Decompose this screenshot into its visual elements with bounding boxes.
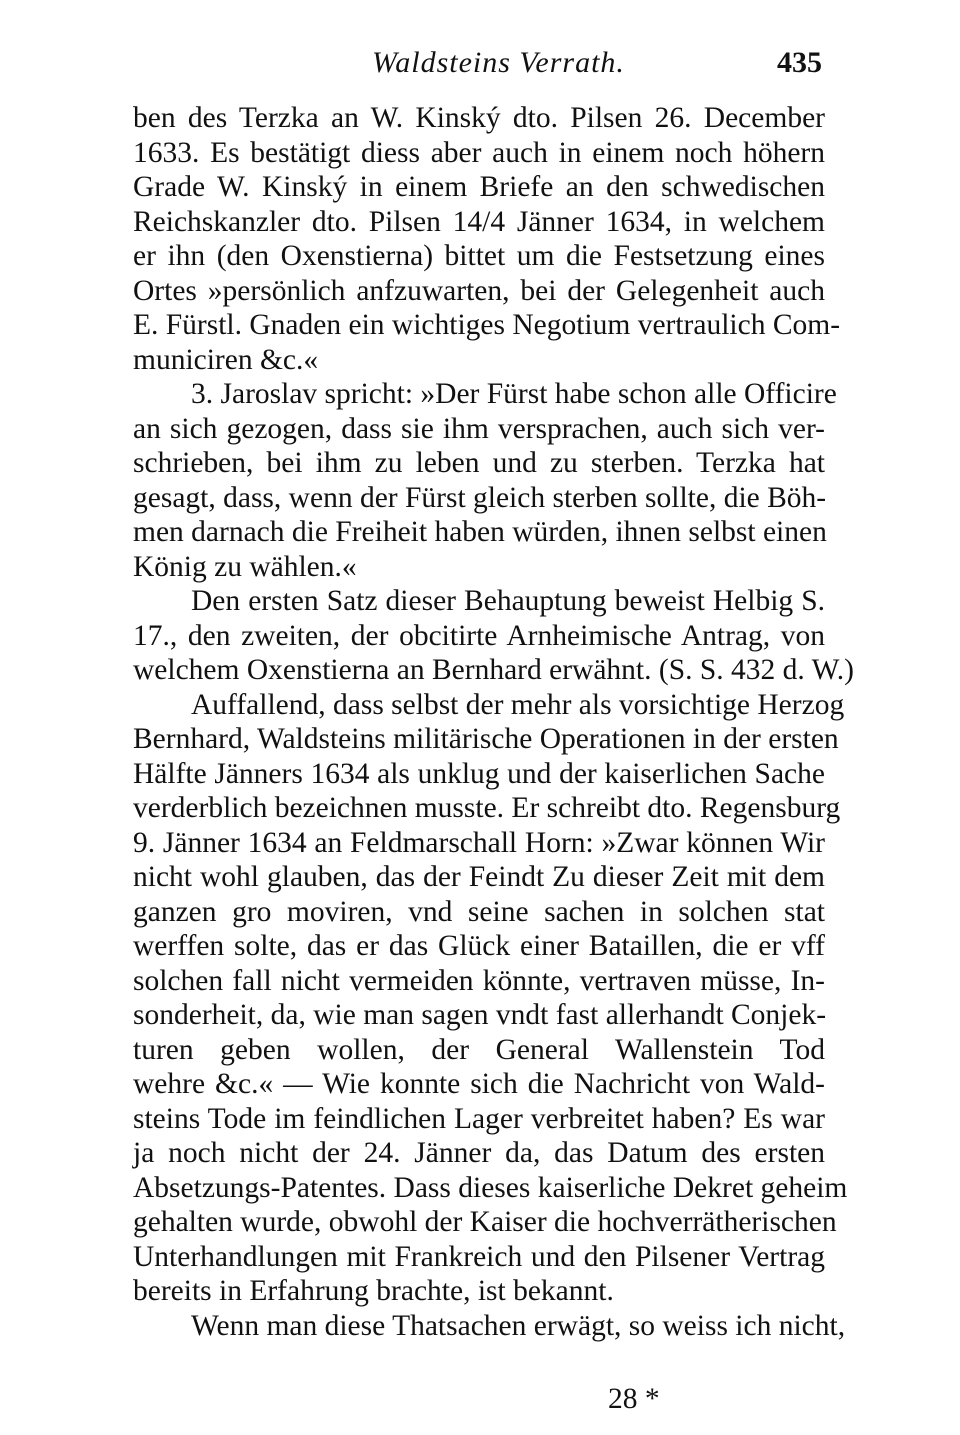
text-line: Auffallend, dass selbst der mehr als vorsichtige Herzog [191,688,845,721]
text-line: 9. Jänner 1634 an Feldmarschall Horn: »Zwar können Wir [133,826,825,859]
text-line: Absetzungs-Patentes. Dass dieses kaiserliche Dekret geheim [133,1171,848,1204]
text-line: ben des Terzka an W. Kinský dto. Pilsen 26. December [133,102,825,134]
text-line: wehre &c.« — Wie konnte sich die Nachricht von Wald- [133,1068,825,1100]
text-line: sonderheit, da, wie man sagen vndt fast allerhandt Conjek- [133,999,827,1031]
text-line: Hälfte Jänners 1634 als unklug und der kaiserlichen Sache [133,757,825,790]
text-line: turen geben wollen, der General Wallenstein Tod [133,1033,825,1066]
text-line: gehalten wurde, obwohl der Kaiser die hochverrätherischen [133,1206,837,1238]
text-line: Unterhandlungen mit Frankreich und den Pilsener Vertrag [133,1240,825,1273]
text-line: Reichskanzler dto. Pilsen 14/4 Jänner 1634, in welchem [133,205,825,238]
text-line: steins Tode im feindlichen Lager verbreitet haben? Es war [133,1102,825,1135]
text-line: schrieben, bei ihm zu leben und zu sterben. Terzka hat [133,447,825,479]
text-line: solchen fall nicht vermeiden könnte, vertraven müsse, In- [133,964,825,997]
running-title: Waldsteins Verrath. [372,46,625,79]
body-text [133,101,854,1343]
text-line: er ihn (den Oxenstierna) bittet um die Festsetzung eines [133,240,825,272]
text-line: 17., den zweiten, der obcitirte Arnheimische Antrag, von [133,619,825,652]
text-line: nicht wohl glauben, das der Feindt Zu dieser Zeit mit dem [133,861,825,893]
signature-mark: 28 * [608,1383,660,1415]
running-head [0,46,960,86]
text-line: werffen solte, das er das Glück einer Bataillen, die er vff [133,930,825,962]
text-line: Wenn man diese Thatsachen erwägt, so weiss ich nicht, [191,1309,846,1342]
text-line: gesagt, dass, wenn der Fürst gleich sterben sollte, die Böh- [133,481,827,514]
text-line: Bernhard, Waldsteins militärische Operationen in der ersten [133,723,839,755]
page-number: 435 [777,46,822,79]
text-line: bereits in Erfahrung brachte, ist bekannt. [133,1275,614,1307]
text-line: municiren &c.« [133,343,319,376]
text-line: welchem Oxenstierna an Bernhard erwähnt. (S. S. 432 d. W.) [133,654,854,686]
text-line: verderblich bezeichnen musste. Er schreibt dto. Regensburg [133,792,841,824]
text-line: ganzen gro moviren, vnd seine sachen in solchen stat [133,895,825,928]
text-line: an sich gezogen, dass sie ihm versprachen, auch sich ver- [133,412,825,445]
text-line: men darnach die Freiheit haben würden, ihnen selbst einen [133,516,827,548]
text-line: Ortes »persönlich anfzuwarten, bei der Gelegenheit auch [133,274,825,307]
text-line: Grade W. Kinský in einem Briefe an den schwedischen [133,171,825,203]
text-line: 3. Jaroslav spricht: »Der Fürst habe schon alle Officire [191,378,837,410]
text-line: König zu wählen.« [133,550,357,583]
text-line: ja noch nicht der 24. Jänner da, das Datum des ersten [133,1137,825,1169]
text-line: E. Fürstl. Gnaden ein wichtiges Negotium vertraulich Com- [133,309,841,341]
text-line: 1633. Es bestätigt diess aber auch in einem noch höhern [133,136,825,169]
text-line: Den ersten Satz dieser Behauptung beweist Helbig S. [191,585,825,617]
